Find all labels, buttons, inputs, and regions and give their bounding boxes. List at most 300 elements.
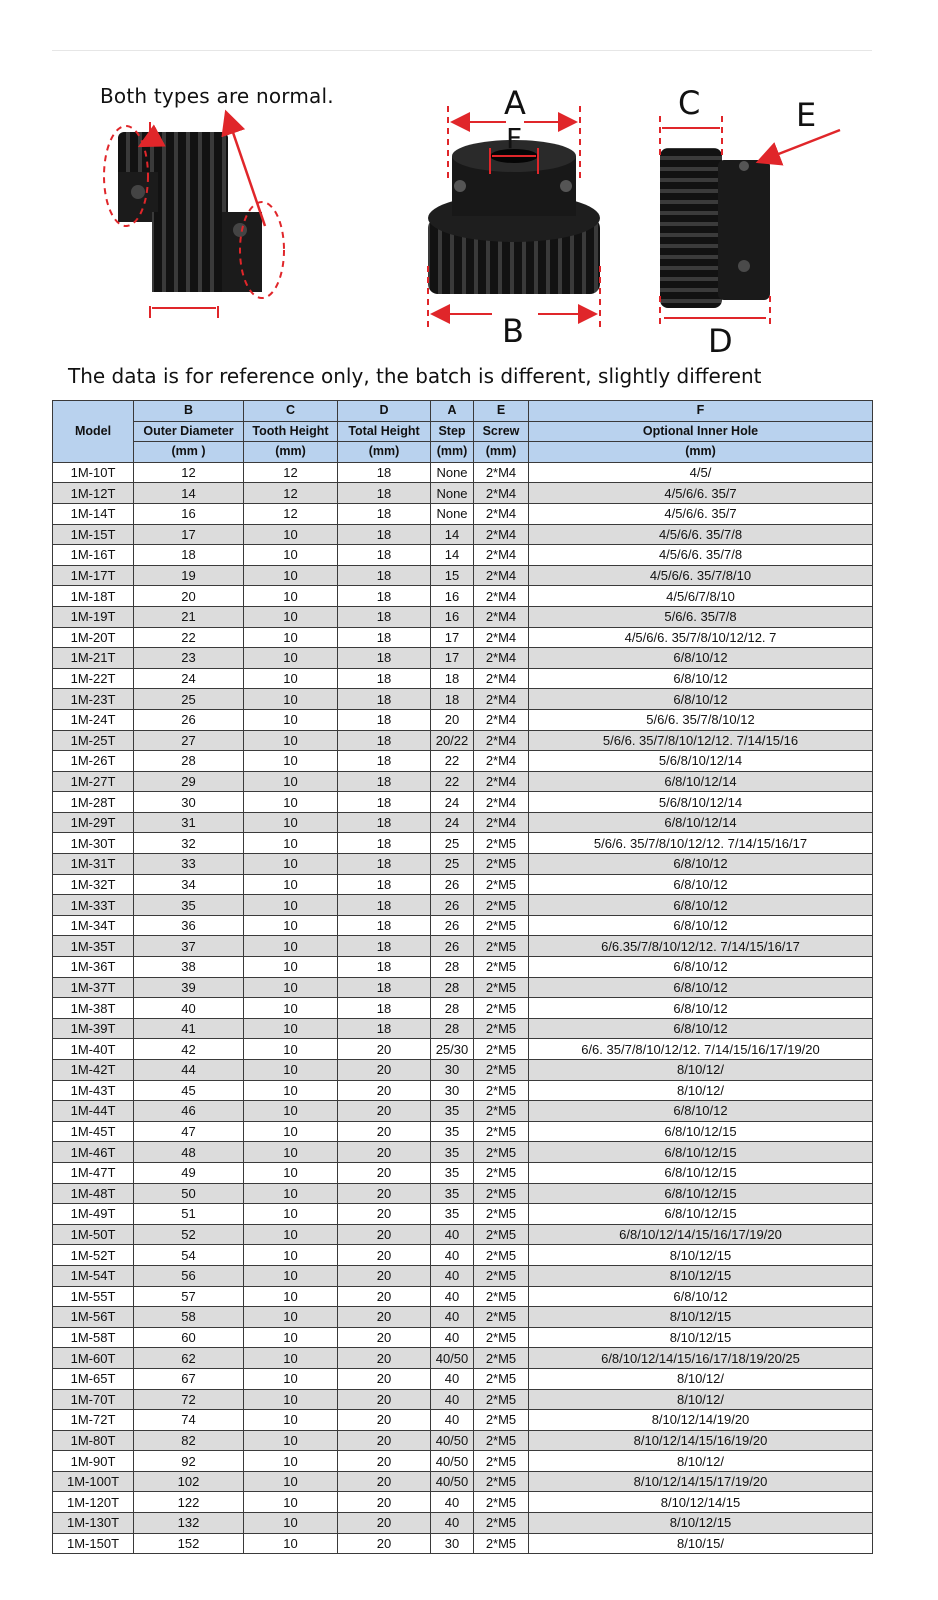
model-cell: 1M-80T	[53, 1430, 134, 1451]
screw-cell: 2*M4	[474, 545, 529, 566]
header-letter: B	[134, 401, 244, 422]
header-name: Step	[431, 421, 474, 442]
inner-hole-cell: 8/10/12/14/15/17/19/20	[529, 1471, 873, 1492]
screw-cell: 2*M5	[474, 1430, 529, 1451]
total-height-cell: 18	[338, 915, 431, 936]
screw-cell: 2*M5	[474, 1389, 529, 1410]
inner-hole-cell: 4/5/6/6. 35/7	[529, 503, 873, 524]
step-cell: 28	[431, 1018, 474, 1039]
screw-cell: 2*M4	[474, 792, 529, 813]
outer-diameter-cell: 60	[134, 1327, 244, 1348]
tooth-height-cell: 10	[244, 709, 338, 730]
outer-diameter-cell: 17	[134, 524, 244, 545]
screw-cell: 2*M5	[474, 1265, 529, 1286]
step-cell: 20/22	[431, 730, 474, 751]
tooth-height-cell: 10	[244, 771, 338, 792]
step-cell: 20	[431, 709, 474, 730]
screw-cell: 2*M5	[474, 895, 529, 916]
tooth-height-cell: 10	[244, 545, 338, 566]
step-cell: 26	[431, 915, 474, 936]
tooth-height-cell: 10	[244, 1348, 338, 1369]
inner-hole-cell: 5/6/8/10/12/14	[529, 792, 873, 813]
tooth-height-cell: 10	[244, 854, 338, 875]
model-cell: 1M-23T	[53, 689, 134, 710]
total-height-cell: 20	[338, 1513, 431, 1534]
step-cell: 22	[431, 751, 474, 772]
both-types-note: Both types are normal.	[100, 84, 334, 108]
screw-cell: 2*M5	[474, 998, 529, 1019]
table-row	[53, 998, 873, 1019]
outer-diameter-cell: 62	[134, 1348, 244, 1369]
table-row	[53, 1286, 873, 1307]
tooth-height-cell: 10	[244, 1492, 338, 1513]
table-row	[53, 833, 873, 854]
outer-diameter-cell: 57	[134, 1286, 244, 1307]
model-cell: 1M-65T	[53, 1368, 134, 1389]
model-cell: 1M-52T	[53, 1245, 134, 1266]
screw-cell: 2*M4	[474, 812, 529, 833]
total-height-cell: 18	[338, 483, 431, 504]
model-cell: 1M-22T	[53, 668, 134, 689]
tooth-height-cell: 10	[244, 998, 338, 1019]
model-cell: 1M-12T	[53, 483, 134, 504]
screw-cell: 2*M5	[474, 1492, 529, 1513]
outer-diameter-cell: 30	[134, 792, 244, 813]
screw-cell: 2*M5	[474, 1224, 529, 1245]
gear-side-photo	[660, 116, 840, 328]
pinion-pair-photo	[104, 112, 284, 318]
tooth-height-cell: 10	[244, 1121, 338, 1142]
table-row	[53, 1039, 873, 1060]
header-name: Optional Inner Hole	[529, 421, 873, 442]
table-row	[53, 1451, 873, 1472]
header-unit: (mm)	[338, 442, 431, 463]
header-unit: (mm )	[134, 442, 244, 463]
inner-hole-cell: 6/8/10/12	[529, 915, 873, 936]
model-cell: 1M-50T	[53, 1224, 134, 1245]
table-row	[53, 627, 873, 648]
inner-hole-cell: 6/8/10/12/14/15/16/17/18/19/20/25	[529, 1348, 873, 1369]
step-cell: 25/30	[431, 1039, 474, 1060]
tooth-height-cell: 10	[244, 1142, 338, 1163]
inner-hole-cell: 4/5/	[529, 462, 873, 483]
table-row	[53, 545, 873, 566]
screw-cell: 2*M5	[474, 1101, 529, 1122]
outer-diameter-cell: 54	[134, 1245, 244, 1266]
screw-cell: 2*M4	[474, 627, 529, 648]
tooth-height-cell: 10	[244, 689, 338, 710]
header-unit: (mm)	[431, 442, 474, 463]
table-row	[53, 936, 873, 957]
screw-cell: 2*M5	[474, 1410, 529, 1431]
step-cell: 40	[431, 1286, 474, 1307]
tooth-height-cell: 10	[244, 1533, 338, 1554]
total-height-cell: 20	[338, 1389, 431, 1410]
tooth-height-cell: 10	[244, 1060, 338, 1081]
model-cell: 1M-33T	[53, 895, 134, 916]
table-row	[53, 586, 873, 607]
inner-hole-cell: 8/10/12/	[529, 1451, 873, 1472]
screw-cell: 2*M5	[474, 957, 529, 978]
screw-cell: 2*M4	[474, 524, 529, 545]
total-height-cell: 18	[338, 689, 431, 710]
model-cell: 1M-70T	[53, 1389, 134, 1410]
step-cell: 14	[431, 524, 474, 545]
inner-hole-cell: 5/6/8/10/12/14	[529, 751, 873, 772]
gear-dimension-figure	[40, 66, 900, 376]
table-row	[53, 1307, 873, 1328]
total-height-cell: 18	[338, 771, 431, 792]
screw-cell: 2*M5	[474, 1533, 529, 1554]
top-divider	[52, 50, 872, 51]
outer-diameter-cell: 102	[134, 1471, 244, 1492]
table-row	[53, 1368, 873, 1389]
table-row	[53, 1060, 873, 1081]
inner-hole-cell: 6/8/10/12	[529, 977, 873, 998]
tooth-height-cell: 10	[244, 874, 338, 895]
tooth-height-cell: 10	[244, 1389, 338, 1410]
step-cell: 35	[431, 1101, 474, 1122]
model-cell: 1M-31T	[53, 854, 134, 875]
total-height-cell: 18	[338, 668, 431, 689]
outer-diameter-cell: 122	[134, 1492, 244, 1513]
header-model: Model	[53, 401, 134, 463]
outer-diameter-cell: 25	[134, 689, 244, 710]
step-cell: 35	[431, 1183, 474, 1204]
step-cell: 26	[431, 936, 474, 957]
model-cell: 1M-30T	[53, 833, 134, 854]
table-row	[53, 524, 873, 545]
outer-diameter-cell: 22	[134, 627, 244, 648]
tooth-height-cell: 10	[244, 936, 338, 957]
outer-diameter-cell: 132	[134, 1513, 244, 1534]
inner-hole-cell: 8/10/15/	[529, 1533, 873, 1554]
outer-diameter-cell: 23	[134, 648, 244, 669]
table-row	[53, 812, 873, 833]
tooth-height-cell: 10	[244, 1368, 338, 1389]
table-row	[53, 730, 873, 751]
table-row	[53, 709, 873, 730]
tooth-height-cell: 10	[244, 895, 338, 916]
step-cell: 16	[431, 586, 474, 607]
outer-diameter-cell: 56	[134, 1265, 244, 1286]
screw-cell: 2*M5	[474, 1327, 529, 1348]
step-cell: 40	[431, 1492, 474, 1513]
dim-label-e: E	[796, 96, 817, 134]
model-cell: 1M-48T	[53, 1183, 134, 1204]
table-row	[53, 1121, 873, 1142]
total-height-cell: 20	[338, 1080, 431, 1101]
tooth-height-cell: 10	[244, 1327, 338, 1348]
inner-hole-cell: 5/6/6. 35/7/8/10/12/12. 7/14/15/16/17	[529, 833, 873, 854]
table-row	[53, 503, 873, 524]
total-height-cell: 20	[338, 1348, 431, 1369]
model-cell: 1M-46T	[53, 1142, 134, 1163]
step-cell: 24	[431, 792, 474, 813]
tooth-height-cell: 10	[244, 833, 338, 854]
inner-hole-cell: 8/10/12/15	[529, 1327, 873, 1348]
screw-cell: 2*M4	[474, 668, 529, 689]
table-row	[53, 977, 873, 998]
table-row	[53, 915, 873, 936]
model-cell: 1M-56T	[53, 1307, 134, 1328]
table-row	[53, 462, 873, 483]
table-row	[53, 854, 873, 875]
model-cell: 1M-25T	[53, 730, 134, 751]
model-cell: 1M-36T	[53, 957, 134, 978]
step-cell: 40	[431, 1224, 474, 1245]
inner-hole-cell: 6/8/10/12/15	[529, 1183, 873, 1204]
screw-cell: 2*M5	[474, 915, 529, 936]
total-height-cell: 20	[338, 1471, 431, 1492]
total-height-cell: 18	[338, 854, 431, 875]
tooth-height-cell: 10	[244, 1224, 338, 1245]
table-row	[53, 751, 873, 772]
model-cell: 1M-44T	[53, 1101, 134, 1122]
inner-hole-cell: 6/8/10/12	[529, 648, 873, 669]
step-cell: 15	[431, 565, 474, 586]
model-cell: 1M-130T	[53, 1513, 134, 1534]
table-row	[53, 1430, 873, 1451]
tooth-height-cell: 10	[244, 1245, 338, 1266]
screw-cell: 2*M5	[474, 1513, 529, 1534]
step-cell: 26	[431, 895, 474, 916]
dim-label-d: D	[708, 322, 733, 360]
step-cell: 35	[431, 1162, 474, 1183]
inner-hole-cell: 6/6.35/7/8/10/12/12. 7/14/15/16/17	[529, 936, 873, 957]
table-row	[53, 1348, 873, 1369]
step-cell: 40	[431, 1513, 474, 1534]
total-height-cell: 20	[338, 1451, 431, 1472]
total-height-cell: 18	[338, 874, 431, 895]
header-letter: E	[474, 401, 529, 422]
step-cell: 40/50	[431, 1451, 474, 1472]
table-row	[53, 1183, 873, 1204]
tooth-height-cell: 12	[244, 462, 338, 483]
outer-diameter-cell: 21	[134, 606, 244, 627]
step-cell: 18	[431, 668, 474, 689]
step-cell: 16	[431, 606, 474, 627]
table-row	[53, 1410, 873, 1431]
inner-hole-cell: 8/10/12/14/15	[529, 1492, 873, 1513]
table-row	[53, 1204, 873, 1225]
inner-hole-cell: 8/10/12/	[529, 1389, 873, 1410]
table-row	[53, 1142, 873, 1163]
total-height-cell: 18	[338, 957, 431, 978]
model-cell: 1M-35T	[53, 936, 134, 957]
header-unit: (mm)	[529, 442, 873, 463]
outer-diameter-cell: 50	[134, 1183, 244, 1204]
total-height-cell: 18	[338, 1018, 431, 1039]
inner-hole-cell: 8/10/12/15	[529, 1307, 873, 1328]
table-row	[53, 689, 873, 710]
inner-hole-cell: 4/5/6/6. 35/7/8	[529, 524, 873, 545]
step-cell: 40/50	[431, 1430, 474, 1451]
outer-diameter-cell: 14	[134, 483, 244, 504]
total-height-cell: 18	[338, 545, 431, 566]
table-row	[53, 648, 873, 669]
inner-hole-cell: 6/8/10/12	[529, 1286, 873, 1307]
total-height-cell: 20	[338, 1142, 431, 1163]
outer-diameter-cell: 37	[134, 936, 244, 957]
outer-diameter-cell: 49	[134, 1162, 244, 1183]
total-height-cell: 20	[338, 1265, 431, 1286]
screw-cell: 2*M5	[474, 1245, 529, 1266]
header-name: Tooth Height	[244, 421, 338, 442]
dim-label-c: C	[678, 84, 701, 122]
table-row	[53, 1327, 873, 1348]
screw-cell: 2*M5	[474, 833, 529, 854]
step-cell: 22	[431, 771, 474, 792]
model-cell: 1M-49T	[53, 1204, 134, 1225]
outer-diameter-cell: 44	[134, 1060, 244, 1081]
step-cell: 17	[431, 648, 474, 669]
total-height-cell: 18	[338, 792, 431, 813]
step-cell: 30	[431, 1533, 474, 1554]
total-height-cell: 20	[338, 1327, 431, 1348]
tooth-height-cell: 10	[244, 751, 338, 772]
model-cell: 1M-55T	[53, 1286, 134, 1307]
table-row	[53, 957, 873, 978]
total-height-cell: 20	[338, 1162, 431, 1183]
step-cell: 35	[431, 1204, 474, 1225]
table-row	[53, 1245, 873, 1266]
inner-hole-cell: 6/8/10/12/15	[529, 1142, 873, 1163]
outer-diameter-cell: 48	[134, 1142, 244, 1163]
screw-cell: 2*M4	[474, 503, 529, 524]
step-cell: 25	[431, 854, 474, 875]
tooth-height-cell: 10	[244, 1080, 338, 1101]
tooth-height-cell: 10	[244, 730, 338, 751]
outer-diameter-cell: 33	[134, 854, 244, 875]
header-letter: D	[338, 401, 431, 422]
tooth-height-cell: 10	[244, 668, 338, 689]
tooth-height-cell: 10	[244, 1162, 338, 1183]
outer-diameter-cell: 51	[134, 1204, 244, 1225]
model-cell: 1M-34T	[53, 915, 134, 936]
inner-hole-cell: 8/10/12/15	[529, 1265, 873, 1286]
inner-hole-cell: 6/8/10/12/15	[529, 1162, 873, 1183]
outer-diameter-cell: 27	[134, 730, 244, 751]
total-height-cell: 20	[338, 1183, 431, 1204]
step-cell: 40	[431, 1410, 474, 1431]
inner-hole-cell: 8/10/12/15	[529, 1513, 873, 1534]
screw-cell: 2*M4	[474, 606, 529, 627]
tooth-height-cell: 10	[244, 792, 338, 813]
inner-hole-cell: 8/10/12/	[529, 1060, 873, 1081]
screw-cell: 2*M5	[474, 1307, 529, 1328]
tooth-height-cell: 10	[244, 586, 338, 607]
tooth-height-cell: 10	[244, 1204, 338, 1225]
outer-diameter-cell: 74	[134, 1410, 244, 1431]
outer-diameter-cell: 40	[134, 998, 244, 1019]
total-height-cell: 18	[338, 812, 431, 833]
total-height-cell: 20	[338, 1245, 431, 1266]
step-cell: 28	[431, 977, 474, 998]
inner-hole-cell: 6/6. 35/7/8/10/12/12. 7/14/15/16/17/19/20	[529, 1039, 873, 1060]
step-cell: 40/50	[431, 1471, 474, 1492]
step-cell: 40	[431, 1265, 474, 1286]
inner-hole-cell: 8/10/12/15	[529, 1245, 873, 1266]
model-cell: 1M-19T	[53, 606, 134, 627]
screw-cell: 2*M5	[474, 936, 529, 957]
screw-cell: 2*M5	[474, 1039, 529, 1060]
table-row	[53, 1265, 873, 1286]
table-row	[53, 1162, 873, 1183]
table-row	[53, 1533, 873, 1554]
step-cell: None	[431, 503, 474, 524]
total-height-cell: 20	[338, 1121, 431, 1142]
tooth-height-cell: 10	[244, 1018, 338, 1039]
inner-hole-cell: 6/8/10/12/14/15/16/17/19/20	[529, 1224, 873, 1245]
model-cell: 1M-10T	[53, 462, 134, 483]
screw-cell: 2*M5	[474, 1204, 529, 1225]
screw-cell: 2*M5	[474, 977, 529, 998]
tooth-height-cell: 10	[244, 1451, 338, 1472]
inner-hole-cell: 6/8/10/12	[529, 1018, 873, 1039]
tooth-height-cell: 10	[244, 1410, 338, 1431]
table-body	[53, 462, 873, 1553]
inner-hole-cell: 6/8/10/12/14	[529, 812, 873, 833]
inner-hole-cell: 5/6/6. 35/7/8	[529, 606, 873, 627]
total-height-cell: 18	[338, 524, 431, 545]
screw-cell: 2*M5	[474, 874, 529, 895]
screw-cell: 2*M4	[474, 462, 529, 483]
inner-hole-cell: 8/10/12/14/15/16/19/20	[529, 1430, 873, 1451]
outer-diameter-cell: 39	[134, 977, 244, 998]
outer-diameter-cell: 16	[134, 503, 244, 524]
model-cell: 1M-39T	[53, 1018, 134, 1039]
inner-hole-cell: 6/8/10/12	[529, 895, 873, 916]
screw-cell: 2*M4	[474, 648, 529, 669]
header-name: Total Height	[338, 421, 431, 442]
tooth-height-cell: 10	[244, 977, 338, 998]
screw-cell: 2*M5	[474, 1183, 529, 1204]
outer-diameter-cell: 19	[134, 565, 244, 586]
tooth-height-cell: 10	[244, 1039, 338, 1060]
tooth-height-cell: 10	[244, 1430, 338, 1451]
model-cell: 1M-18T	[53, 586, 134, 607]
step-cell: 40	[431, 1368, 474, 1389]
outer-diameter-cell: 46	[134, 1101, 244, 1122]
screw-cell: 2*M5	[474, 1368, 529, 1389]
inner-hole-cell: 8/10/12/14/19/20	[529, 1410, 873, 1431]
total-height-cell: 18	[338, 998, 431, 1019]
table-row	[53, 668, 873, 689]
reference-disclaimer: The data is for reference only, the batch is different, slightly different	[68, 364, 762, 388]
step-cell: 17	[431, 627, 474, 648]
outer-diameter-cell: 152	[134, 1533, 244, 1554]
step-cell: 25	[431, 833, 474, 854]
inner-hole-cell: 8/10/12/	[529, 1368, 873, 1389]
table-row	[53, 483, 873, 504]
total-height-cell: 20	[338, 1101, 431, 1122]
outer-diameter-cell: 26	[134, 709, 244, 730]
inner-hole-cell: 6/8/10/12	[529, 854, 873, 875]
outer-diameter-cell: 29	[134, 771, 244, 792]
total-height-cell: 18	[338, 627, 431, 648]
screw-cell: 2*M4	[474, 565, 529, 586]
model-cell: 1M-27T	[53, 771, 134, 792]
model-cell: 1M-54T	[53, 1265, 134, 1286]
table-row	[53, 1018, 873, 1039]
tooth-height-cell: 10	[244, 1471, 338, 1492]
screw-cell: 2*M5	[474, 1286, 529, 1307]
table-row	[53, 565, 873, 586]
screw-cell: 2*M4	[474, 751, 529, 772]
outer-diameter-cell: 31	[134, 812, 244, 833]
inner-hole-cell: 6/8/10/12	[529, 689, 873, 710]
